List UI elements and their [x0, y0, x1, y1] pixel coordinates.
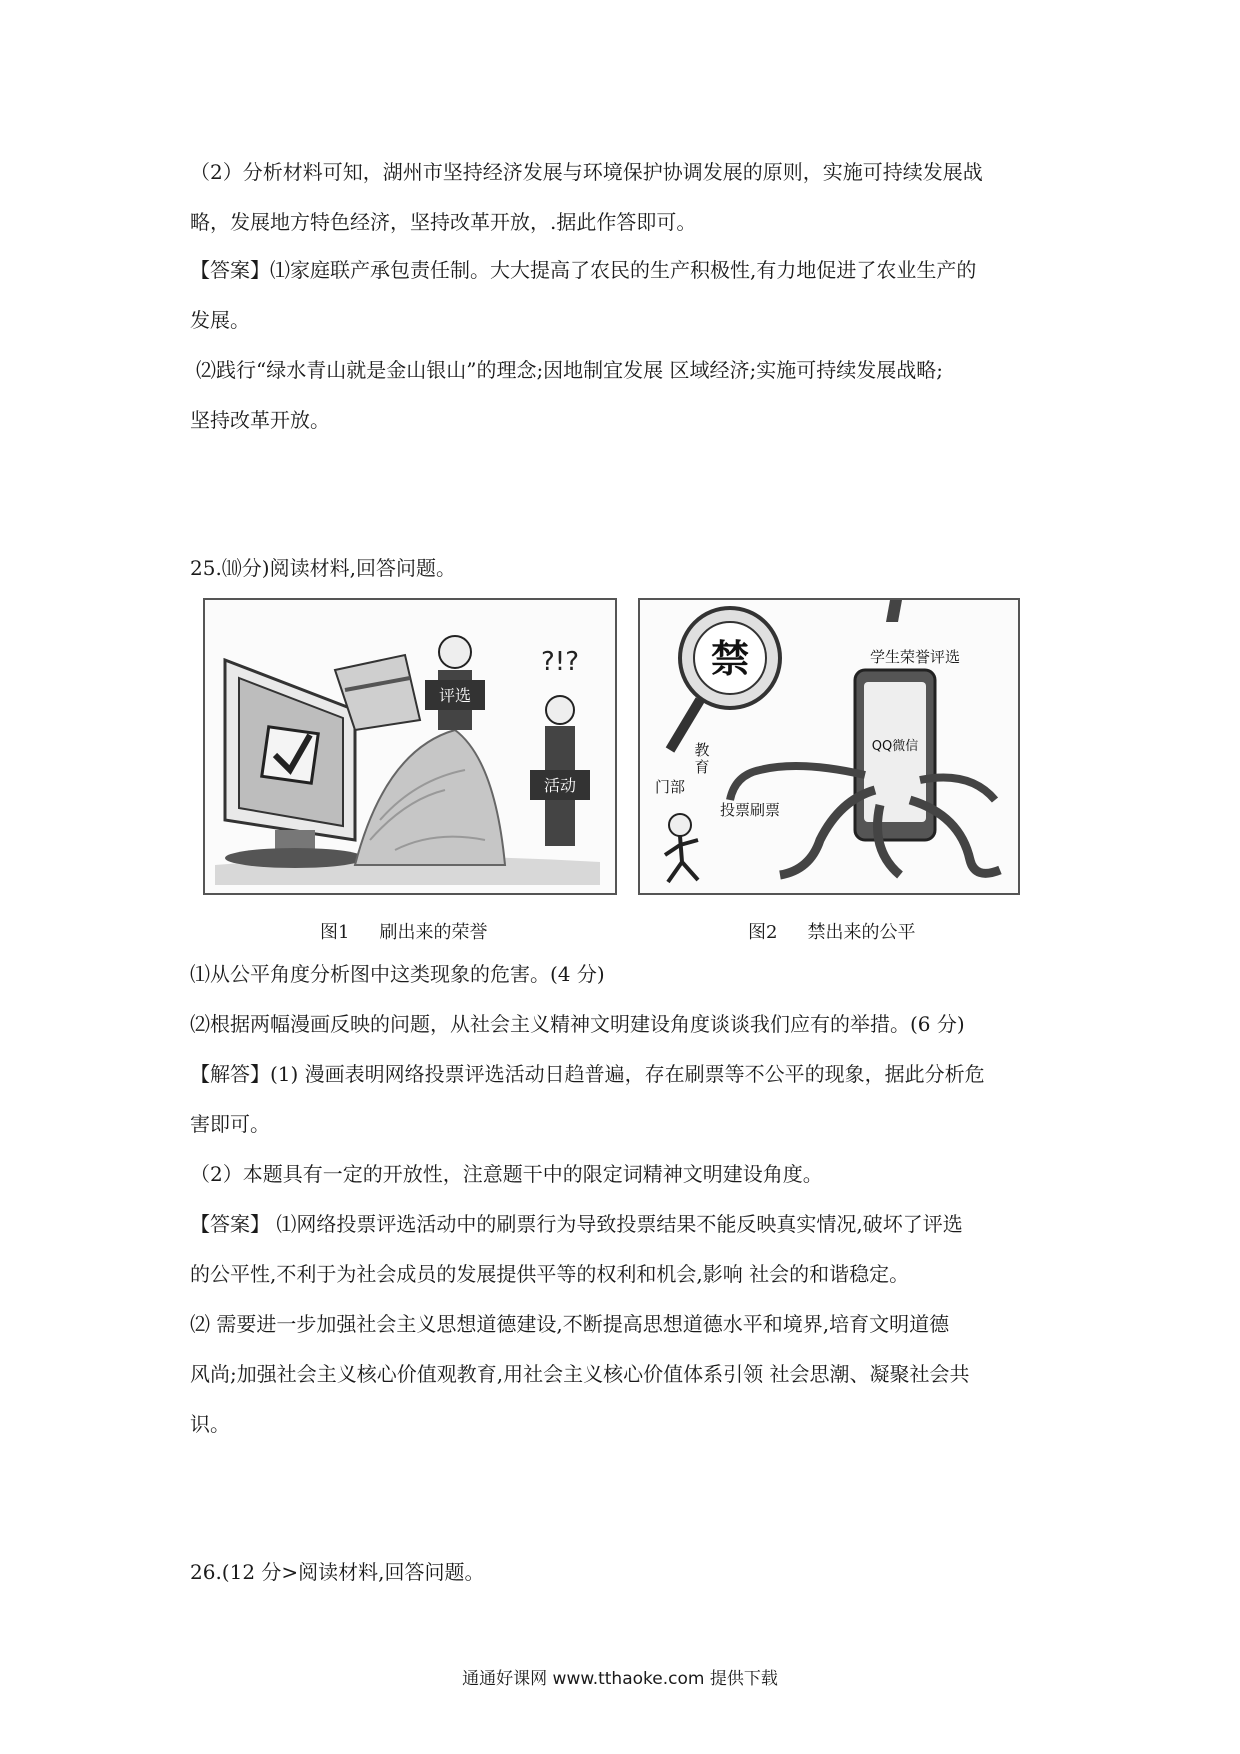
figure-1-title: 刷出来的荣誉 — [379, 922, 488, 943]
phone-screen-label: QQ微信 — [871, 739, 919, 754]
cartoon-2-illustration — [640, 600, 1018, 893]
analysis-2-line-1: （2）分析材料可知，湖州市坚持经济发展与环境保护协调发展的原则，实施可持续发展战 — [190, 160, 983, 184]
cartoon-1-illustration — [205, 600, 615, 893]
q25-answer-line-2: 的公平性,不利于为社会成员的发展提供平等的权利和机会,影响 社会的和谐稳定。 — [190, 1262, 910, 1286]
figure-2-number: 图2 — [748, 922, 778, 943]
figure-2-caption — [748, 922, 915, 944]
question-25-part-1: ⑴从公平角度分析图中这类现象的危害。(4 分) — [190, 962, 605, 986]
figure-1-caption — [320, 922, 487, 944]
ban-label: 禁 — [710, 637, 750, 681]
answer-line-2: 发展。 — [190, 308, 250, 332]
question-25-title: 25.⑽分)阅读材料,回答问题。 — [190, 556, 456, 580]
question-25-part-2: ⑵根据两幅漫画反映的问题，从社会主义精神文明建设角度谈谈我们应有的举措。(6 分) — [190, 1012, 965, 1036]
edu-dept-label-2: 育 — [694, 758, 710, 776]
honor-selection-label: 学生荣誉评选 — [869, 648, 961, 666]
answer-2-line-2: 坚持改革开放。 — [190, 408, 330, 432]
sign-activity-label: 活动 — [543, 776, 577, 795]
cartoon-figure-1 — [203, 598, 617, 895]
q25-answer-2-line-3: 识。 — [190, 1412, 230, 1436]
sign-pick-label: 评选 — [438, 686, 472, 705]
page-footer: 通通好课网 www.tthaoke.com 提供下载 — [462, 1669, 778, 1689]
answer-line-1: 【答案】⑴家庭联产承包责任制。大大提高了农民的生产积极性,有力地促进了农业生产的 — [190, 258, 977, 282]
edu-dept-label-1: 教 — [694, 741, 710, 759]
question-26-title: 26.(12 分>阅读材料,回答问题。 — [190, 1560, 485, 1584]
solution-1-line-2: 害即可。 — [190, 1112, 270, 1136]
vote-brushing-label: 投票刷票 — [719, 801, 781, 819]
solution-2: （2）本题具有一定的开放性，注意题干中的限定词精神文明建设角度。 — [190, 1162, 823, 1186]
q25-answer-2-line-1: ⑵ 需要进一步加强社会主义思想道德建设,不断提高思想道德水平和境界,培育文明道德 — [190, 1312, 950, 1336]
q25-answer-line-1: 【答案】 ⑴网络投票评选活动中的刷票行为导致投票结果不能反映真实情况,破坏了评选 — [190, 1212, 963, 1236]
analysis-2-line-2: 略，发展地方特色经济，坚持改革开放，.据此作答即可。 — [190, 210, 697, 234]
answer-2-line-1: ⑵践行“绿水青山就是金山银山”的理念;因地制宜发展 区域经济;实施可持续发展战略; — [196, 358, 944, 382]
figure-2-title: 禁出来的公平 — [807, 922, 916, 943]
edu-dept-label-3: 门部 — [654, 778, 686, 796]
cartoon-figure-2 — [638, 598, 1020, 895]
q25-answer-2-line-2: 风尚;加强社会主义核心价值观教育,用社会主义核心价值体系引领 社会思潮、凝聚社会共 — [190, 1362, 970, 1386]
figure-1-number: 图1 — [320, 922, 350, 943]
question-marks: ?!? — [540, 647, 580, 677]
solution-1-line-1: 【解答】(1) 漫画表明网络投票评选活动日趋普遍，存在刷票等不公平的现象，据此分析危 — [190, 1062, 985, 1086]
